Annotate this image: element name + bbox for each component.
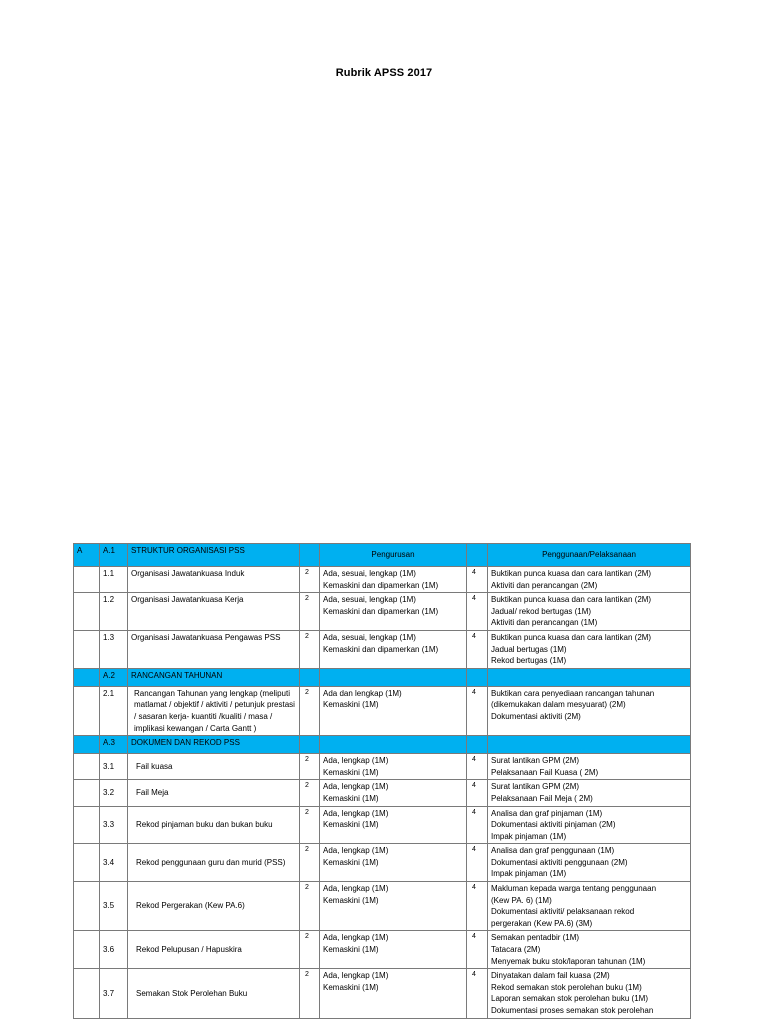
item-title: Rekod pinjaman buku dan bukan buku [128,806,300,844]
penggunaan-mark: 4 [467,780,488,806]
criteria-line: Pelaksanaan Fail Kuasa ( 2M) [491,767,599,777]
item-title: Organisasi Jawatankuasa Kerja [128,593,300,631]
table-row [74,806,691,844]
penggunaan-mark: 4 [467,567,488,593]
section-header-row [74,736,691,754]
empty-cell [300,668,320,686]
empty-cell [74,780,100,806]
criteria-line: Kemaskini (1M) [323,857,379,867]
item-number: 3.4 [100,844,128,882]
empty-cell [74,686,100,735]
criteria-line: Makluman kepada warga tentang penggunaan [491,884,657,894]
item-title: Organisasi Jawatankuasa Induk [128,567,300,593]
criteria-line: Jadual/ rekod bertugas (1M) [491,606,592,616]
criteria-line: Ada, lengkap (1M) [323,782,389,792]
criteria-line: Kemaskini (1M) [323,895,379,905]
criteria-line: Ada, lengkap (1M) [323,756,389,766]
criteria-line: Kemaskini dan dipamerkan (1M) [323,606,439,616]
pengurusan-criteria [320,882,467,931]
item-title: Rekod Pelupusan / Hapuskira [128,931,300,969]
table-row [74,969,691,1018]
item-title: Organisasi Jawatankuasa Pengawas PSS [128,630,300,668]
empty-cell [300,544,320,567]
criteria-line: (dikemukakan dalam mesyuarat) (2M) [491,700,626,710]
item-number: 1.1 [100,567,128,593]
empty-cell [467,544,488,567]
criteria-line: Rekod bertugas (1M) [491,656,567,666]
empty-cell [74,882,100,931]
pengurusan-criteria [320,686,467,735]
table-row [74,686,691,735]
criteria-line: Kemaskini (1M) [323,767,379,777]
pengurusan-mark: 2 [300,754,320,780]
criteria-line: Pelaksanaan Fail Meja ( 2M) [491,793,593,803]
pengurusan-criteria [320,969,467,1018]
item-number: 3.5 [100,882,128,931]
pengurusan-mark: 2 [300,780,320,806]
penggunaan-mark: 4 [467,844,488,882]
pengurusan-mark: 2 [300,630,320,668]
empty-cell [74,806,100,844]
rubric-table [73,543,691,1019]
pengurusan-mark: 2 [300,931,320,969]
criteria-line: Impak pinjaman (1M) [491,831,567,841]
empty-cell [74,931,100,969]
pengurusan-mark: 2 [300,969,320,1018]
criteria-line: Buktikan punca kuasa dan cara lantikan (2M) [491,569,652,578]
criteria-line: Ada, sesuai, lengkap (1M) [323,569,416,578]
penggunaan-criteria [488,567,691,593]
section-code-cell: A.3 [100,736,128,754]
table-row [74,780,691,806]
criteria-line: Dokumentasi aktiviti pinjaman (2M) [491,820,616,830]
section-code-cell: A.2 [100,668,128,686]
penggunaan-criteria [488,882,691,931]
criteria-line: Dokumentasi aktiviti penggunaan (2M) [491,857,628,867]
empty-cell [467,736,488,754]
criteria-line: Ada dan lengkap (1M) [323,688,402,698]
section-code-cell: A [74,544,100,567]
criteria-line: Laporan semakan stok perolehan buku (1M) [491,994,648,1004]
sub-code-cell: A.1 [100,544,128,567]
criteria-line: Kemaskini (1M) [323,945,379,955]
penggunaan-mark: 4 [467,630,488,668]
criteria-line: Ada, lengkap (1M) [323,808,389,818]
criteria-line: Dokumentasi proses semakan stok perolehan [491,1006,654,1015]
criteria-line: Dinyatakan dalam fail kuasa (2M) [491,971,610,981]
empty-cell [74,736,100,754]
pengurusan-mark: 2 [300,593,320,631]
item-number: 3.7 [100,969,128,1018]
criteria-line: Analisa dan graf pinjaman (1M) [491,808,603,818]
empty-cell [320,736,467,754]
criteria-line: Menyemak buku stok/laporan tahunan (1M) [491,956,646,966]
sub-title-cell: STRUKTUR ORGANISASI PSS [128,544,300,567]
table-row [74,931,691,969]
criteria-line: Rekod semakan stok perolehan buku (1M) [491,982,642,992]
item-title: Semakan Stok Perolehan Buku [128,969,300,1018]
criteria-line: Ada, sesuai, lengkap (1M) [323,632,416,642]
pengurusan-mark: 2 [300,844,320,882]
pengurusan-mark: 2 [300,686,320,735]
criteria-line: Analisa dan graf penggunaan (1M) [491,846,615,856]
table-row [74,567,691,593]
pengurusan-mark: 2 [300,882,320,931]
penggunaan-criteria [488,686,691,735]
pengurusan-criteria [320,630,467,668]
penggunaan-criteria [488,754,691,780]
criteria-line: Jadual bertugas (1M) [491,644,567,654]
penggunaan-criteria [488,630,691,668]
item-number: 3.3 [100,806,128,844]
pengurusan-mark: 2 [300,567,320,593]
empty-cell [74,630,100,668]
penggunaan-mark: 4 [467,969,488,1018]
penggunaan-criteria [488,931,691,969]
criteria-line: pergerakan (Kew PA.6) (3M) [491,918,593,928]
pengurusan-criteria [320,593,467,631]
criteria-line: Aktiviti dan perancangan (2M) [491,580,598,590]
criteria-line: Ada, lengkap (1M) [323,846,389,856]
criteria-line: Kemaskini (1M) [323,700,379,710]
criteria-line: Ada, lengkap (1M) [323,933,389,943]
criteria-line: Aktiviti dan perancangan (1M) [491,618,598,628]
penggunaan-criteria [488,780,691,806]
empty-cell [488,668,691,686]
pengurusan-criteria [320,931,467,969]
item-number: 3.2 [100,780,128,806]
item-number: 3.6 [100,931,128,969]
criteria-line: Kemaskini (1M) [323,793,379,803]
item-title: Fail Meja [128,780,300,806]
col-header-pengurusan: Pengurusan [320,544,467,567]
table-row [74,630,691,668]
empty-cell [74,593,100,631]
empty-cell [300,736,320,754]
item-title: Rekod penggunaan guru dan murid (PSS) [128,844,300,882]
col-header-penggunaan: Penggunaan/Pelaksanaan [488,544,691,567]
table-row [74,593,691,631]
pengurusan-criteria [320,754,467,780]
criteria-line: Ada, lengkap (1M) [323,971,389,981]
empty-cell [74,844,100,882]
criteria-line: Surat lantikan GPM (2M) [491,782,580,792]
pengurusan-criteria [320,780,467,806]
pengurusan-criteria [320,567,467,593]
penggunaan-mark: 4 [467,686,488,735]
item-number: 1.2 [100,593,128,631]
empty-cell [320,668,467,686]
penggunaan-mark: 4 [467,754,488,780]
penggunaan-mark: 4 [467,806,488,844]
penggunaan-mark: 4 [467,593,488,631]
penggunaan-criteria [488,593,691,631]
criteria-line: Buktikan punca kuasa dan cara lantikan (2M) [491,595,652,605]
empty-cell [467,668,488,686]
penggunaan-criteria [488,844,691,882]
criteria-line: (Kew PA. 6) (1M) [491,895,552,905]
pengurusan-criteria [320,844,467,882]
criteria-line: Surat lantikan GPM (2M) [491,756,580,766]
section-title-cell: DOKUMEN DAN REKOD PSS [128,736,300,754]
empty-cell [74,754,100,780]
table-row [74,882,691,931]
penggunaan-criteria [488,806,691,844]
criteria-line: Dokumentasi aktiviti/ pelaksanaan rekod [491,907,635,917]
criteria-line: Semakan pentadbir (1M) [491,933,580,943]
criteria-line: Ada, sesuai, lengkap (1M) [323,595,416,605]
criteria-line: Kemaskini dan dipamerkan (1M) [323,644,439,654]
item-number: 2.1 [100,686,128,735]
criteria-line: Kemaskini dan dipamerkan (1M) [323,580,439,590]
empty-cell [74,668,100,686]
penggunaan-mark: 4 [467,931,488,969]
item-number: 3.1 [100,754,128,780]
pengurusan-mark: 2 [300,806,320,844]
pengurusan-criteria [320,806,467,844]
item-title: Rancangan Tahunan yang lengkap (meliputi matlamat / objektif / aktiviti / petunjuk prestasi / sasaran kerja- kuantiti /kualiti / masa / implikasi kewangan / Carta Gantt ) [128,686,300,735]
penggunaan-mark: 4 [467,882,488,931]
criteria-line: Kemaskini (1M) [323,820,379,830]
section-header-row [74,668,691,686]
criteria-line: Ada, lengkap (1M) [323,884,389,894]
section-title-cell: RANCANGAN TAHUNAN [128,668,300,686]
empty-cell [488,736,691,754]
item-number: 1.3 [100,630,128,668]
table-row [74,844,691,882]
criteria-line: Buktikan cara penyediaan rancangan tahunan [491,688,655,698]
table-row [74,754,691,780]
criteria-line: Tatacara (2M) [491,945,541,955]
criteria-line: Dokumentasi aktiviti (2M) [491,711,581,721]
criteria-line: Kemaskini (1M) [323,982,379,992]
criteria-line: Buktikan punca kuasa dan cara lantikan (2M) [491,632,652,642]
document-title: Rubrik APSS 2017 [335,67,433,79]
empty-cell [74,567,100,593]
table-header-row [74,544,691,567]
penggunaan-criteria [488,969,691,1018]
empty-cell [74,969,100,1018]
criteria-line: Impak pinjaman (1M) [491,869,567,879]
item-title: Rekod Pergerakan (Kew PA.6) [128,882,300,931]
item-title: Fail kuasa [128,754,300,780]
